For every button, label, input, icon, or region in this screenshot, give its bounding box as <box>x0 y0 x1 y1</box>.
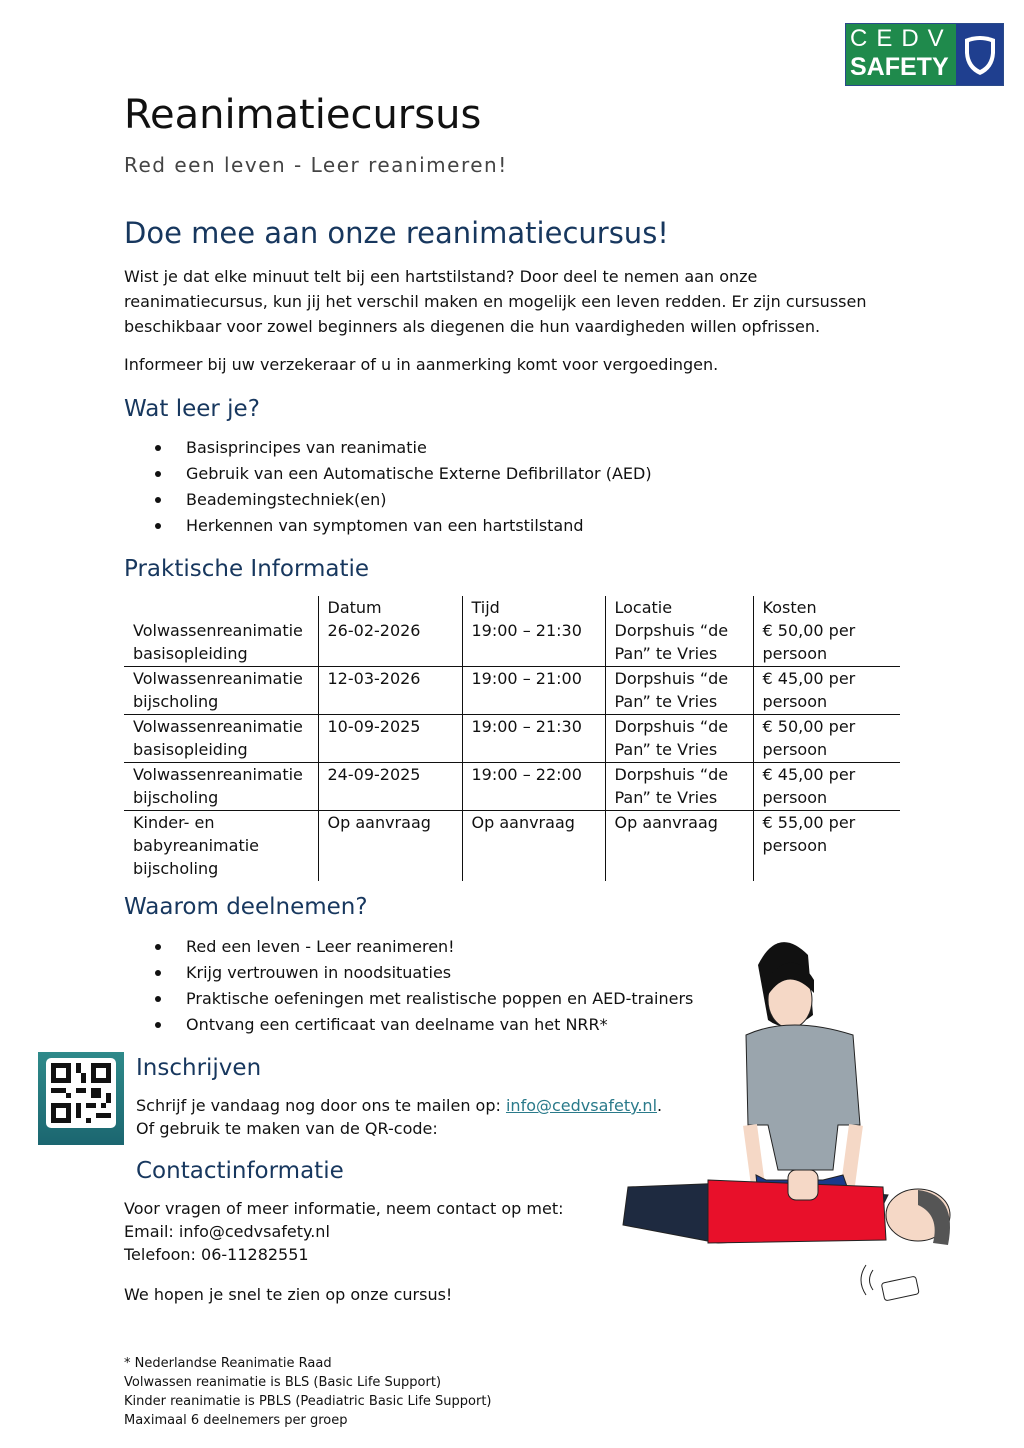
table-cell: Volwassenreanimatie bijscholing <box>133 669 303 711</box>
shield-icon <box>962 33 998 77</box>
table-cell: 26-02-2026 <box>318 619 462 667</box>
table-cell: 12-03-2026 <box>318 667 462 715</box>
table-cell: Dorpshuis “de Pan” te Vries <box>605 619 753 667</box>
table-row <box>124 619 900 667</box>
table-cell: € 55,00 per persoon <box>753 811 900 882</box>
page-title: Reanimatiecursus <box>124 92 482 138</box>
subtitle: Red een leven - Leer reanimeren! <box>124 153 508 177</box>
list-item: Beademingstechniek(en) <box>124 487 652 513</box>
column-header: Kosten <box>753 596 900 619</box>
column-header <box>124 596 318 619</box>
signup-heading: Inschrijven <box>136 1055 262 1081</box>
cpr-illustration <box>618 925 958 1305</box>
table-row <box>124 811 900 882</box>
list-item: Herkennen van symptomen van een hartstilstand <box>124 513 652 539</box>
table-cell: 19:00 – 22:00 <box>462 763 605 811</box>
footnote: Volwassen reanimatie is BLS (Basic Life Support) <box>124 1375 442 1390</box>
table-header <box>124 596 900 619</box>
table-cell: Volwassenreanimatie basisopleiding <box>133 717 303 759</box>
table-cell: Volwassenreanimatie basisopleiding <box>133 621 303 663</box>
table-cell: Dorpshuis “de Pan” te Vries <box>605 715 753 763</box>
why-list <box>124 934 693 1038</box>
signup-dot: . <box>657 1096 663 1115</box>
column-header: Datum <box>318 596 462 619</box>
list-item: Red een leven - Leer reanimeren! <box>124 934 693 960</box>
table-row <box>124 763 900 811</box>
table-cell: Volwassenreanimatie bijscholing <box>133 765 303 807</box>
learn-heading: Wat leer je? <box>124 396 260 422</box>
list-item: Praktische oefeningen met realistische poppen en AED-trainers <box>124 986 693 1012</box>
logo-text-1: CEDV <box>850 25 953 52</box>
table-cell: Op aanvraag <box>318 811 462 882</box>
closing-text: We hopen je snel te zien op onze cursus! <box>124 1285 453 1304</box>
table-cell: € 45,00 per persoon <box>753 667 900 715</box>
footnote: * Nederlandse Reanimatie Raad <box>124 1356 332 1371</box>
signup-text-1: Schrijf je vandaag nog door ons te mailen op: <box>136 1096 506 1115</box>
table-cell: 19:00 – 21:30 <box>462 715 605 763</box>
column-header: Locatie <box>605 596 753 619</box>
table-row <box>124 715 900 763</box>
list-item: Gebruik van een Automatische Externe Defibrillator (AED) <box>124 461 652 487</box>
insurance-note: Informeer bij uw verzekeraar of u in aanmerking komt voor vergoedingen. <box>124 355 719 374</box>
contact-line: Voor vragen of meer informatie, neem contact op met: <box>124 1199 564 1218</box>
table-cell: Op aanvraag <box>462 811 605 882</box>
table-cell: 24-09-2025 <box>318 763 462 811</box>
footnote: Maximaal 6 deelnemers per groep <box>124 1413 348 1428</box>
why-heading: Waarom deelnemen? <box>124 894 368 920</box>
email-link[interactable]: info@cedvsafety.nl <box>505 1096 658 1115</box>
table-cell: Kinder- en babyreanimatie bijscholing <box>133 813 259 878</box>
qr-code-icon <box>46 1058 116 1128</box>
table-cell: 19:00 – 21:00 <box>462 667 605 715</box>
table-cell: Dorpshuis “de Pan” te Vries <box>605 763 753 811</box>
cedv-safety-logo <box>845 23 1004 86</box>
practical-heading: Praktische Informatie <box>124 556 370 582</box>
intro-paragraph: Wist je dat elke minuut telt bij een hartstilstand? Door deel te nemen aan onze reanimatiecursus, kun jij het verschil maken en mogelijk een leven redden. Er zijn cursussen beschikbaar voor zowel beginners als diegenen die hun vaardigheden willen opfrissen. <box>124 267 867 336</box>
intro-heading: Doe mee aan onze reanimatiecursus! <box>124 216 669 250</box>
table-cell: € 50,00 per persoon <box>753 619 900 667</box>
signup-text-2: Of gebruik te maken van de QR-code: <box>136 1119 438 1138</box>
table-cell: Dorpshuis “de Pan” te Vries <box>605 667 753 715</box>
table-row <box>124 667 900 715</box>
list-item: Basisprincipes van reanimatie <box>124 435 652 461</box>
contact-email: Email: info@cedvsafety.nl <box>124 1222 330 1241</box>
course-table <box>124 596 900 881</box>
list-item: Krijg vertrouwen in noodsituaties <box>124 960 693 986</box>
qr-code[interactable] <box>38 1052 124 1145</box>
list-item: Ontvang een certificaat van deelname van het NRR* <box>124 1012 693 1038</box>
footnote: Kinder reanimatie is PBLS (Peadiatric Basic Life Support) <box>124 1394 492 1409</box>
table-cell: Op aanvraag <box>605 811 753 882</box>
footnotes <box>124 1354 492 1430</box>
contact-phone: Telefoon: 06-11282551 <box>124 1245 309 1264</box>
table-cell: € 50,00 per persoon <box>753 715 900 763</box>
table-cell: € 45,00 per persoon <box>753 763 900 811</box>
learn-list <box>124 435 652 539</box>
logo-text-2: SAFETY <box>850 53 949 81</box>
column-header: Tijd <box>462 596 605 619</box>
table-cell: 19:00 – 21:30 <box>462 619 605 667</box>
contact-heading: Contactinformatie <box>136 1158 344 1184</box>
table-cell: 10-09-2025 <box>318 715 462 763</box>
